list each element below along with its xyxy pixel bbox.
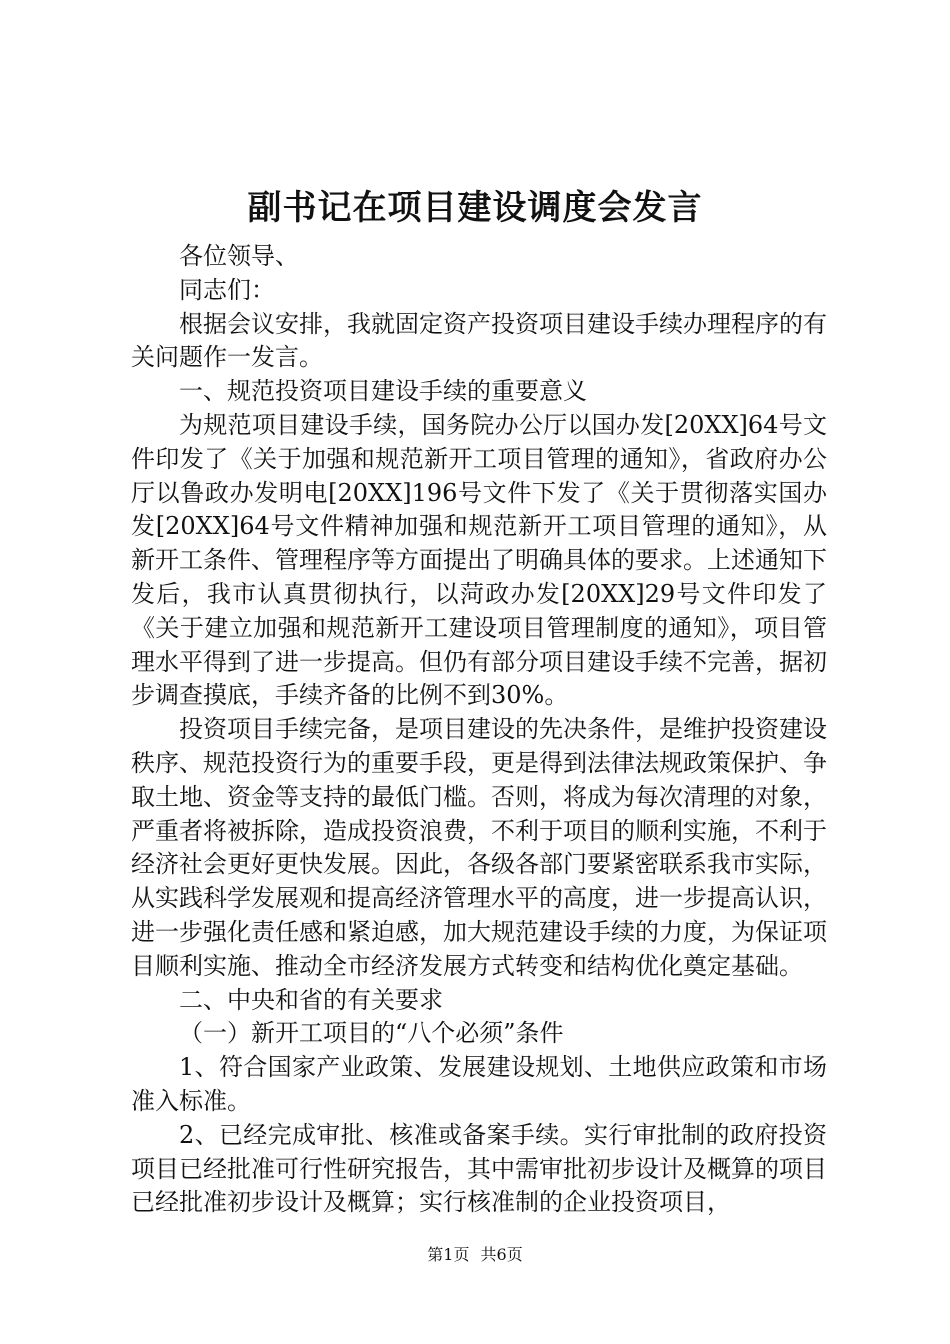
list-item: 1、符合国家产业政策、发展建设规划、土地供应政策和市场准入标准。 [131,1053,827,1115]
section-heading-2: 二、中央和省的有关要求 [179,985,443,1014]
body-paragraph: 投资项目手续完备，是项目建设的先决条件，是维护投资建设秩序、规范投资行为的重要手段，更是得到法律法规政策保护、争取土地、资金等支持的最低门槛。否则，将成为每次清理的对象，严重者将被拆除，造成投资浪费，不利于项目的顺利实施，不利于经济社会更好更快发展。因此，各级各部门要紧密联系我市实际，从实践科学发展观和提高经济管理水平的高度，进一步提高认识，进一步强化责任感和紧迫感，加大规范建设手续的力度，为保证项目顺利实施、推动全市经济发展方式转变和结构优化奠定基础。 [131,715,827,980]
page-number: 第1页 [427,1245,470,1264]
intro-paragraph: 根据会议安排，我就固定资产投资项目建设手续办理程序的有关问题作一发言。 [131,309,827,372]
page-total: 共6页 [480,1245,523,1264]
list-item: 2、已经完成审批、核准或备案手续。实行审批制的政府投资项目已经批准可行性研究报告，其中需审批初步设计及概算的项目已经批准初步设计及概算；实行核准制的企业投资项目， [131,1120,827,1217]
body-paragraph: 为规范项目建设手续，国务院办公厅以国办发[20XX]64号文件印发了《关于加强和规范新开工项目管理的通知》，省政府办公厅以鲁政办发明电[20XX]196号文件下发了《关于贯彻落实国办发[20XX]64号文件精神加强和规范新开工项目管理的通知》，从新开工条件、管理程序等方面提出了明确具体的要求。上述通知下发后，我市认真贯彻执行，以菏政办发[20XX]29号文件印发了《关于建立加强和规范新开工建设项目管理制度的通知》，项目管理水平得到了进一步提高。但仍有部分项目建设手续不完善，据初步调查摸底，手续齐备的比例不到30%。 [131,410,827,710]
page-footer [0,1244,950,1266]
subsection-heading: （一）新开工项目的“八个必须”条件 [179,1019,564,1048]
document-title: 副书记在项目建设调度会发言 [247,188,703,228]
salutation-line-1: 各位领导、 [179,242,299,270]
salutation-line-2: 同志们： [179,275,275,304]
section-heading-1: 一、规范投资项目建设手续的重要意义 [179,377,587,406]
document-body [131,240,827,1220]
